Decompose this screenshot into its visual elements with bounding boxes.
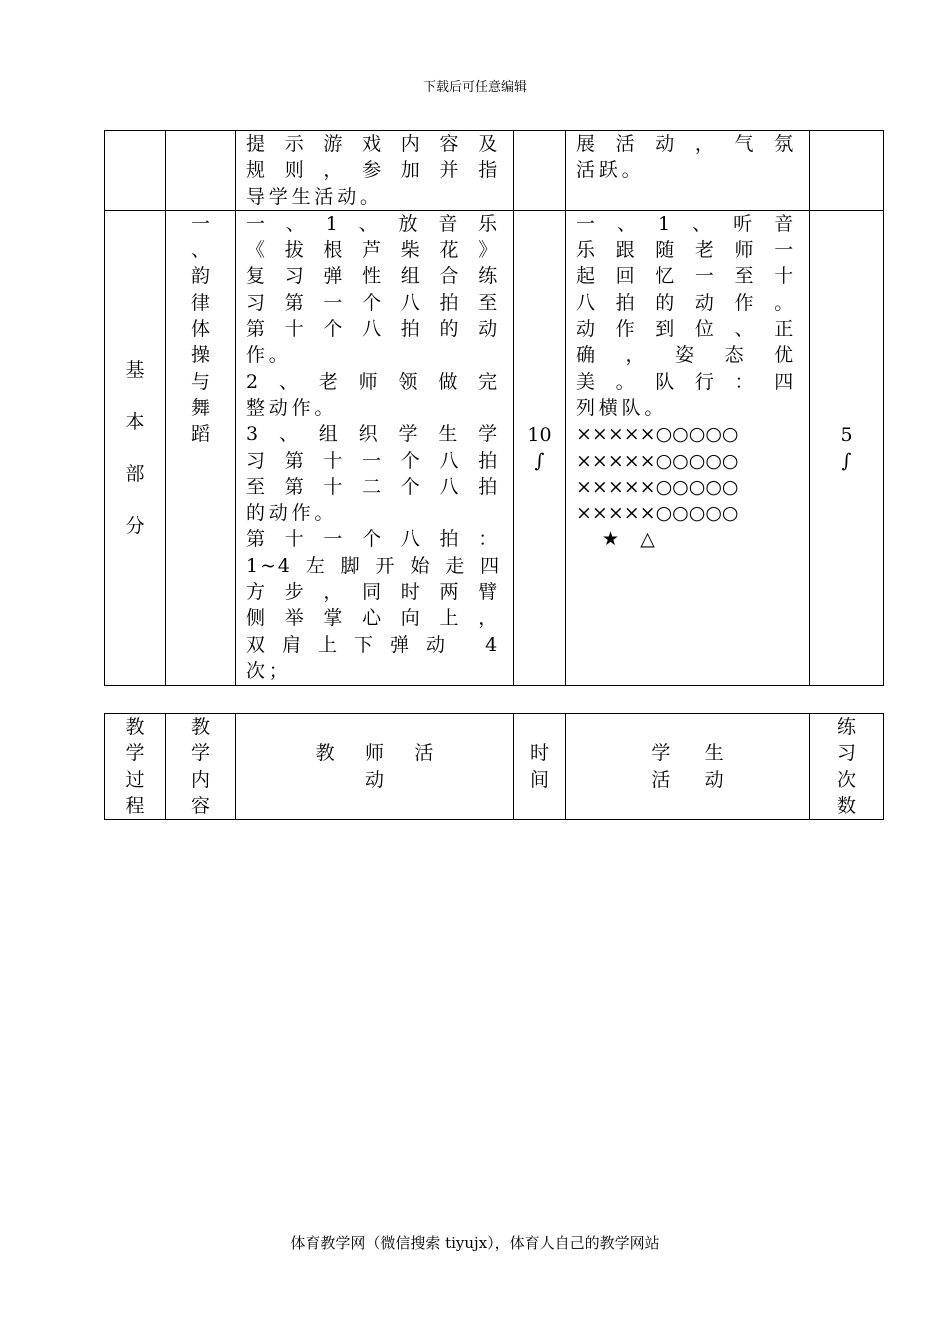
table-row [105, 210, 884, 685]
text-line: 提示游戏内容及 [246, 133, 501, 155]
student-activity-cell [566, 210, 810, 685]
text-line: 活跃。 [576, 159, 645, 182]
table-header-row [105, 714, 884, 820]
section-cell [105, 210, 166, 685]
practice-count-cell [810, 131, 884, 211]
text-line: 确，姿态优 [576, 344, 797, 367]
text-line: 整动作。 [246, 396, 338, 419]
text-char: 部 [125, 462, 145, 485]
practice-value: 5 [840, 423, 853, 446]
header-time [514, 714, 566, 820]
text-line: 乐跟随老师一 [576, 239, 797, 262]
text-line: 八拍的动作。 [576, 291, 797, 314]
text-char: 操 [190, 344, 210, 367]
teacher-activity-cell [236, 131, 514, 211]
text-char: 时 [529, 742, 549, 765]
text-line: 第十个八拍的动 [246, 318, 501, 341]
formation-symbols: ★ △ [602, 528, 663, 551]
time-cell [514, 131, 566, 211]
formation-row: ×××××○○○○○ [576, 449, 739, 472]
text-line: 动作到位、正 [576, 318, 797, 341]
student-activity-text [566, 211, 809, 421]
text-char: 舞 [190, 396, 210, 419]
text-char: 次 [836, 768, 856, 791]
lesson-plan-header-table [104, 713, 884, 820]
text-char: 体 [190, 318, 210, 341]
header-teacher-activity [236, 714, 514, 820]
header-practice-count [810, 714, 884, 820]
practice-mark: ∫ [841, 449, 852, 472]
practice-count-cell [810, 210, 884, 685]
time-cell [514, 210, 566, 685]
text-line: 一、1、听音 [576, 212, 797, 235]
text-line: 复习弹性组合练 [246, 265, 501, 288]
student-activity-cell [566, 131, 810, 211]
text-char: 蹈 [190, 423, 210, 446]
formation-row: ×××××○○○○○ [576, 423, 739, 446]
text-line: 《拔根芦柴花》 [246, 239, 501, 262]
text-char: 数 [836, 794, 856, 817]
text-char: 间 [529, 768, 549, 791]
formation-row: ×××××○○○○○ [576, 475, 739, 498]
text-line: 规则，参加并指 [246, 159, 501, 182]
text-line: 双肩上下弹动 4 [246, 633, 501, 656]
text-line: 教师活 [315, 742, 464, 765]
text-char: 本 [125, 410, 145, 433]
text-line: 3、组织学生学 [246, 423, 501, 446]
header-content [166, 714, 236, 820]
text-char: 过 [125, 768, 145, 791]
text-line: 动 [364, 768, 384, 791]
text-char: 分 [125, 514, 145, 537]
text-char: 、 [190, 239, 210, 262]
text-line: 活动 [651, 768, 758, 791]
text-line: 展活动，气氛 [576, 133, 797, 155]
text-char: 教 [190, 716, 210, 738]
section-label [105, 344, 165, 552]
text-line: 列横队。 [576, 396, 668, 419]
text-line: 方步，同时两臂 [246, 581, 501, 604]
text-line: 学生 [651, 742, 758, 765]
lesson-plan-table [104, 130, 884, 686]
text-char: 与 [190, 370, 210, 393]
text-line: 2、老师领做完 [246, 370, 501, 393]
formation-row: ×××××○○○○○ [576, 502, 739, 525]
teacher-activity-text [236, 211, 513, 684]
content-label [166, 211, 235, 448]
text-char: 程 [125, 794, 145, 817]
table-row [105, 131, 884, 211]
text-line: 习第十一个八拍 [246, 449, 501, 472]
text-line: 侧举掌心向上， [246, 607, 501, 630]
text-char: 一 [190, 212, 210, 235]
text-line: 导学生活动。 [246, 185, 383, 208]
text-line: 第十一个八拍： [246, 528, 501, 551]
text-line: 的动作。 [246, 502, 338, 525]
formation-diagram [566, 421, 809, 552]
text-char: 教 [125, 716, 145, 738]
text-line: 作。 [246, 344, 292, 367]
process-cell [105, 131, 166, 211]
text-char: 内 [190, 768, 210, 791]
page-header-note: 下载后可任意编辑 [422, 80, 527, 95]
teacher-activity-cell [236, 210, 514, 685]
content-cell [166, 131, 236, 211]
teacher-activity-text [236, 131, 513, 210]
text-line: 1~4左脚开始走四 [246, 554, 501, 577]
text-line: 一、1、放音乐 [246, 212, 501, 235]
text-line: 习第一个八拍至 [246, 291, 501, 314]
text-line: 至第十二个八拍 [246, 475, 501, 498]
text-line: 次； [246, 659, 292, 682]
time-value: 10 [527, 423, 552, 446]
text-char: 韵 [190, 265, 210, 288]
text-char: 容 [190, 794, 210, 817]
text-line: 起回忆一至十 [576, 265, 797, 288]
student-activity-text [566, 131, 809, 184]
text-char: 练 [836, 716, 856, 738]
content-cell [166, 210, 236, 685]
page-footer-note: 体育教学网（微信搜索 tiyujx），体育人自己的教学网站 [290, 1234, 660, 1252]
text-line: 美。队行：四 [576, 370, 797, 393]
text-char: 习 [836, 742, 856, 765]
text-char: 基 [125, 358, 145, 381]
time-mark: ∫ [534, 449, 545, 472]
text-char: 学 [125, 742, 145, 765]
header-student-activity [566, 714, 810, 820]
text-char: 学 [190, 742, 210, 765]
header-process [105, 714, 166, 820]
text-char: 律 [190, 291, 210, 314]
